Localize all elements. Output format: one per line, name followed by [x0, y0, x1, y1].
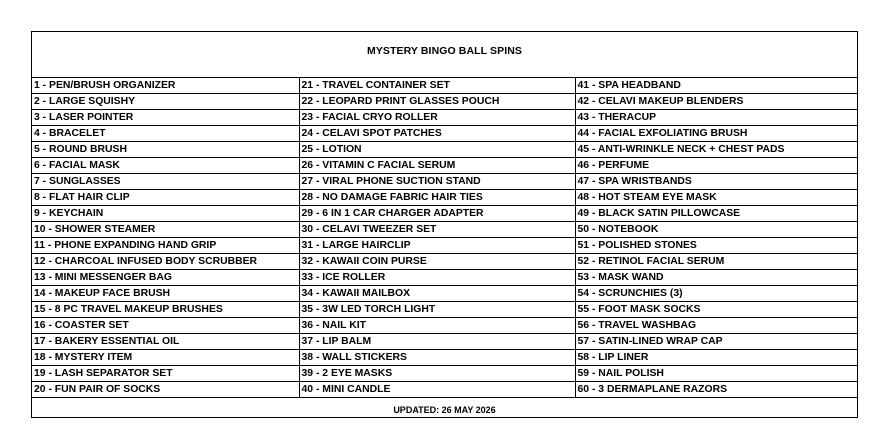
prize-cell: 20 - FUN PAIR OF SOCKS — [32, 382, 299, 398]
prize-cell: 39 - 2 EYE MASKS — [299, 366, 575, 382]
prize-cell: 28 - NO DAMAGE FABRIC HAIR TIES — [299, 190, 575, 206]
prize-cell: 30 - CELAVI TWEEZER SET — [299, 222, 575, 238]
table-row — [32, 174, 857, 190]
prize-cell: 25 - LOTION — [299, 142, 575, 158]
prize-cell: 54 - SCRUNCHIES (3) — [575, 286, 857, 302]
prize-cell: 53 - MASK WAND — [575, 270, 857, 286]
table-row — [32, 94, 857, 110]
bingo-sheet — [31, 31, 858, 418]
prize-cell: 52 - RETINOL FACIAL SERUM — [575, 254, 857, 270]
prize-cell: 27 - VIRAL PHONE SUCTION STAND — [299, 174, 575, 190]
prize-cell: 50 - NOTEBOOK — [575, 222, 857, 238]
prize-cell: 22 - LEOPARD PRINT GLASSES POUCH — [299, 94, 575, 110]
table-row — [32, 78, 857, 94]
prize-cell: 38 - WALL STICKERS — [299, 350, 575, 366]
table-row — [32, 318, 857, 334]
prize-cell: 33 - ICE ROLLER — [299, 270, 575, 286]
prize-cell: 2 - LARGE SQUISHY — [32, 94, 299, 110]
prize-cell: 17 - BAKERY ESSENTIAL OIL — [32, 334, 299, 350]
prize-cell: 49 - BLACK SATIN PILLOWCASE — [575, 206, 857, 222]
prize-cell: 26 - VITAMIN C FACIAL SERUM — [299, 158, 575, 174]
table-row — [32, 110, 857, 126]
prize-table — [32, 77, 857, 398]
table-row — [32, 382, 857, 398]
prize-cell: 43 - THERACUP — [575, 110, 857, 126]
prize-cell: 15 - 8 PC TRAVEL MAKEUP BRUSHES — [32, 302, 299, 318]
table-row — [32, 238, 857, 254]
prize-cell: 12 - CHARCOAL INFUSED BODY SCRUBBER — [32, 254, 299, 270]
prize-cell: 29 - 6 IN 1 CAR CHARGER ADAPTER — [299, 206, 575, 222]
prize-cell: 60 - 3 DERMAPLANE RAZORS — [575, 382, 857, 398]
prize-cell: 21 - TRAVEL CONTAINER SET — [299, 78, 575, 94]
prize-cell: 44 - FACIAL EXFOLIATING BRUSH — [575, 126, 857, 142]
prize-cell: 34 - KAWAII MAILBOX — [299, 286, 575, 302]
prize-cell: 9 - KEYCHAIN — [32, 206, 299, 222]
prize-cell: 45 - ANTI-WRINKLE NECK + CHEST PADS — [575, 142, 857, 158]
prize-cell: 56 - TRAVEL WASHBAG — [575, 318, 857, 334]
prize-cell: 18 - MYSTERY ITEM — [32, 350, 299, 366]
table-row — [32, 206, 857, 222]
prize-cell: 23 - FACIAL CRYO ROLLER — [299, 110, 575, 126]
table-row — [32, 254, 857, 270]
prize-cell: 55 - FOOT MASK SOCKS — [575, 302, 857, 318]
prize-cell: 5 - ROUND BRUSH — [32, 142, 299, 158]
table-row — [32, 302, 857, 318]
prize-cell: 51 - POLISHED STONES — [575, 238, 857, 254]
prize-cell: 59 - NAIL POLISH — [575, 366, 857, 382]
prize-cell: 19 - LASH SEPARATOR SET — [32, 366, 299, 382]
prize-cell: 58 - LIP LINER — [575, 350, 857, 366]
prize-cell: 11 - PHONE EXPANDING HAND GRIP — [32, 238, 299, 254]
table-row — [32, 366, 857, 382]
prize-cell: 3 - LASER POINTER — [32, 110, 299, 126]
prize-cell: 41 - SPA HEADBAND — [575, 78, 857, 94]
prize-cell: 8 - FLAT HAIR CLIP — [32, 190, 299, 206]
table-row — [32, 190, 857, 206]
prize-cell: 6 - FACIAL MASK — [32, 158, 299, 174]
prize-cell: 35 - 3W LED TORCH LIGHT — [299, 302, 575, 318]
prize-cell: 46 - PERFUME — [575, 158, 857, 174]
prize-cell: 10 - SHOWER STEAMER — [32, 222, 299, 238]
prize-cell: 48 - HOT STEAM EYE MASK — [575, 190, 857, 206]
table-row — [32, 350, 857, 366]
page-title: MYSTERY BINGO BALL SPINS — [366, 45, 523, 57]
table-row — [32, 334, 857, 350]
prize-cell: 7 - SUNGLASSES — [32, 174, 299, 190]
table-row — [32, 270, 857, 286]
table-row — [32, 222, 857, 238]
table-row — [32, 158, 857, 174]
prize-cell: 36 - NAIL KIT — [299, 318, 575, 334]
prize-cell: 14 - MAKEUP FACE BRUSH — [32, 286, 299, 302]
prize-cell: 1 - PEN/BRUSH ORGANIZER — [32, 78, 299, 94]
prize-cell: 13 - MINI MESSENGER BAG — [32, 270, 299, 286]
prize-cell: 32 - KAWAII COIN PURSE — [299, 254, 575, 270]
table-row — [32, 142, 857, 158]
prize-cell: 42 - CELAVI MAKEUP BLENDERS — [575, 94, 857, 110]
prize-cell: 24 - CELAVI SPOT PATCHES — [299, 126, 575, 142]
prize-cell: 31 - LARGE HAIRCLIP — [299, 238, 575, 254]
updated-date: UPDATED: 26 MAY 2026 — [393, 405, 496, 415]
table-row — [32, 286, 857, 302]
prize-cell: 40 - MINI CANDLE — [299, 382, 575, 398]
prize-cell: 16 - COASTER SET — [32, 318, 299, 334]
prize-cell: 57 - SATIN-LINED WRAP CAP — [575, 334, 857, 350]
prize-cell: 47 - SPA WRISTBANDS — [575, 174, 857, 190]
prize-cell: 37 - LIP BALM — [299, 334, 575, 350]
prize-cell: 4 - BRACELET — [32, 126, 299, 142]
table-row — [32, 126, 857, 142]
